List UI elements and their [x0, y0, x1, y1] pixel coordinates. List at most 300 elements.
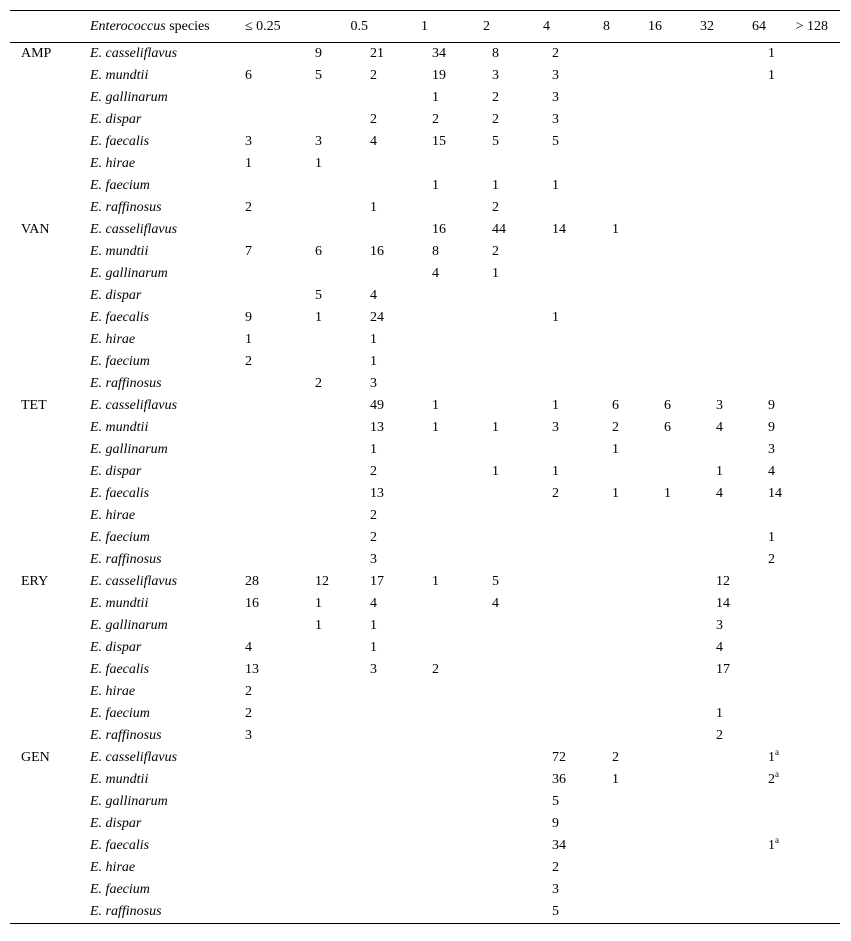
mic-count-value: 3 — [315, 134, 322, 149]
mic-count-cell — [664, 395, 716, 417]
mic-count-cell — [492, 153, 552, 175]
mic-count-cell — [716, 263, 768, 285]
mic-count-cell — [552, 747, 612, 769]
mic-count-cell — [315, 791, 370, 813]
species-name: E. casseliflavus — [90, 750, 178, 765]
mic-count-cell — [664, 87, 716, 109]
mic-count-cell — [768, 857, 840, 879]
mic-count-cell — [370, 219, 432, 241]
mic-count-cell — [370, 373, 432, 395]
mic-count-value: 5 — [492, 134, 499, 149]
mic-count-cell — [370, 329, 432, 351]
mic-count-value: 6 — [664, 420, 671, 435]
mic-count-cell — [664, 417, 716, 439]
mic-count-cell — [432, 571, 492, 593]
mic-count-cell — [664, 351, 716, 373]
mic-count-cell — [552, 329, 612, 351]
table-row — [10, 879, 840, 901]
mic-count-cell — [552, 703, 612, 725]
mic-count-cell — [315, 241, 370, 263]
mic-count-cell — [432, 901, 492, 924]
mic-count-cell — [245, 681, 315, 703]
mic-count-cell — [612, 703, 664, 725]
mic-count-value: 9 — [552, 816, 559, 831]
mic-count-value: 1 — [716, 464, 723, 479]
drug-cell — [10, 527, 90, 549]
mic-count-cell — [432, 527, 492, 549]
mic-count-value: 2 — [612, 750, 619, 765]
species-name: E. raffinosus — [90, 728, 162, 743]
mic-count-cell — [245, 131, 315, 153]
mic-count-cell — [492, 241, 552, 263]
mic-count-cell — [768, 395, 840, 417]
mic-count-cell — [245, 219, 315, 241]
mic-count-cell — [245, 659, 315, 681]
mic-count-cell — [612, 857, 664, 879]
drug-label: GEN — [21, 750, 50, 765]
mic-count-cell — [768, 439, 840, 461]
table-row — [10, 615, 840, 637]
mic-count-value: 4 — [716, 420, 723, 435]
mic-count-cell — [315, 43, 370, 66]
mic-count-value: 5 — [492, 574, 499, 589]
mic-count-cell — [768, 527, 840, 549]
species-name: E. dispar — [90, 816, 142, 831]
mic-count-value: 2 — [370, 530, 377, 545]
mic-count-cell — [552, 307, 612, 329]
mic-count-cell — [664, 65, 716, 87]
mic-count-value: 3 — [492, 68, 499, 83]
mic-count-value: 3 — [245, 728, 252, 743]
mic-count-cell — [245, 725, 315, 747]
mic-count-cell — [768, 725, 840, 747]
mic-count-value: 1 — [432, 178, 439, 193]
mic-count-cell — [664, 461, 716, 483]
mic-count-cell — [245, 263, 315, 285]
mic-count-cell — [315, 329, 370, 351]
mic-count-cell — [716, 681, 768, 703]
mic-count-cell — [315, 153, 370, 175]
mic-count-cell — [370, 417, 432, 439]
mic-count-cell — [245, 285, 315, 307]
mic-count-cell — [245, 637, 315, 659]
mic-count-cell — [716, 857, 768, 879]
table-row — [10, 153, 840, 175]
drug-cell — [10, 153, 90, 175]
mic-count-cell — [768, 835, 840, 857]
mic-count-value: 2 — [245, 684, 252, 699]
mic-count-cell — [370, 285, 432, 307]
mic-count-cell — [612, 791, 664, 813]
mic-count-cell — [432, 483, 492, 505]
mic-count-value: 3 — [370, 552, 377, 567]
mic-count-value: 2 — [492, 90, 499, 105]
mic-count-cell — [492, 197, 552, 219]
mic-count-value: 1 — [432, 574, 439, 589]
mic-count-cell — [245, 857, 315, 879]
mic-count-cell — [768, 65, 840, 87]
species-name: E. hirae — [90, 508, 136, 523]
mic-count-cell — [315, 571, 370, 593]
species-name: E. raffinosus — [90, 200, 162, 215]
mic-count-cell — [612, 615, 664, 637]
mic-count-value: 6 — [612, 398, 619, 413]
mic-count-cell — [432, 131, 492, 153]
table-row — [10, 439, 840, 461]
species-name: E. gallinarum — [90, 794, 168, 809]
mic-count-cell — [768, 879, 840, 901]
mic-count-cell — [612, 131, 664, 153]
mic-count-cell — [370, 813, 432, 835]
mic-count-cell — [716, 285, 768, 307]
mic-count-cell — [432, 395, 492, 417]
mic-count-cell — [768, 769, 840, 791]
mic-count-value: 2 — [552, 46, 559, 61]
mic-count-value: 9 — [315, 46, 322, 61]
mic-count-cell — [716, 703, 768, 725]
mic-count-cell — [612, 417, 664, 439]
drug-cell — [10, 329, 90, 351]
mic-count-cell — [245, 901, 315, 924]
mic-count-cell — [768, 351, 840, 373]
mic-count-value: 3 — [370, 662, 377, 677]
table-row — [10, 461, 840, 483]
drug-cell — [10, 879, 90, 901]
mic-count-cell — [552, 681, 612, 703]
mic-count-value: 2 — [552, 860, 559, 875]
table-row — [10, 901, 840, 924]
mic-count-cell — [768, 901, 840, 924]
mic-count-cell — [768, 791, 840, 813]
mic-count-cell — [664, 901, 716, 924]
mic-count-cell — [315, 65, 370, 87]
mic-count-cell — [492, 285, 552, 307]
mic-count-value: 9 — [768, 398, 775, 413]
mic-count-cell — [370, 439, 432, 461]
mic-count-cell — [664, 241, 716, 263]
mic-count-cell — [315, 175, 370, 197]
mic-count-cell — [716, 417, 768, 439]
mic-count-cell — [716, 813, 768, 835]
mic-count-cell — [552, 175, 612, 197]
mic-count-cell — [768, 813, 840, 835]
mic-count-value: 34 — [552, 838, 566, 853]
mic-count-cell — [245, 439, 315, 461]
mic-count-cell — [664, 549, 716, 571]
mic-count-cell — [716, 131, 768, 153]
mic-count-cell — [245, 307, 315, 329]
mic-count-cell — [552, 65, 612, 87]
mic-count-value: 3 — [552, 90, 559, 105]
mic-count-cell — [432, 219, 492, 241]
mic-count-cell — [315, 835, 370, 857]
mic-count-value: 2 — [492, 200, 499, 215]
table-row — [10, 681, 840, 703]
mic-count-cell — [492, 879, 552, 901]
mic-count-value: 13 — [245, 662, 259, 677]
mic-count-cell — [245, 813, 315, 835]
mic-count-cell — [492, 439, 552, 461]
species-name: E. faecalis — [90, 310, 150, 325]
mic-count-value: 1 — [245, 156, 252, 171]
drug-cell — [10, 769, 90, 791]
mic-count-cell — [432, 329, 492, 351]
mic-count-cell — [552, 527, 612, 549]
mic-count-cell — [612, 439, 664, 461]
mic-count-value: 21 — [370, 46, 384, 61]
mic-count-cell — [315, 725, 370, 747]
mic-count-value: 8 — [492, 46, 499, 61]
species-name: E. faecalis — [90, 662, 150, 677]
mic-count-cell — [432, 87, 492, 109]
mic-count-value: 2 — [552, 486, 559, 501]
drug-cell — [10, 901, 90, 924]
mic-count-cell — [768, 593, 840, 615]
mic-count-cell — [552, 813, 612, 835]
mic-count-cell — [492, 659, 552, 681]
mic-count-cell — [716, 505, 768, 527]
mic-count-cell — [768, 747, 840, 769]
mic-count-value: 19 — [432, 68, 446, 83]
mic-count-cell — [370, 87, 432, 109]
drug-cell — [10, 351, 90, 373]
table-row — [10, 857, 840, 879]
mic-count-cell — [245, 505, 315, 527]
mic-count-cell — [716, 87, 768, 109]
mic-count-cell — [492, 329, 552, 351]
mic-count-value: 34 — [432, 46, 446, 61]
mic-count-cell — [612, 879, 664, 901]
mic-count-value: 1 — [716, 706, 723, 721]
mic-count-cell — [664, 703, 716, 725]
drug-cell — [10, 131, 90, 153]
mic-count-cell — [612, 153, 664, 175]
mic-count-cell — [716, 395, 768, 417]
table-row — [10, 417, 840, 439]
mic-count-cell — [664, 725, 716, 747]
mic-count-cell — [315, 131, 370, 153]
mic-count-cell — [664, 857, 716, 879]
mic-count-value: 1 — [612, 222, 619, 237]
mic-count-cell — [768, 109, 840, 131]
mic-count-value: 3 — [716, 398, 723, 413]
mic-count-cell — [612, 263, 664, 285]
mic-count-value: 1 — [492, 266, 499, 281]
mic-count-cell — [552, 285, 612, 307]
mic-count-cell — [664, 527, 716, 549]
table-row — [10, 747, 840, 769]
mic-count-cell — [768, 175, 840, 197]
species-name: E. mundtii — [90, 772, 149, 787]
mic-count-value: 1 — [370, 200, 377, 215]
mic-count-cell — [612, 109, 664, 131]
mic-count-value: 5 — [315, 68, 322, 83]
mic-count-value: 44 — [492, 222, 506, 237]
mic-count-cell — [432, 373, 492, 395]
mic-count-cell — [552, 197, 612, 219]
mic-count-cell — [370, 549, 432, 571]
drug-label: ERY — [21, 574, 49, 589]
mic-count-cell — [432, 747, 492, 769]
table-row — [10, 703, 840, 725]
mic-count-cell — [716, 175, 768, 197]
mic-count-cell — [492, 835, 552, 857]
mic-count-value: 2 — [370, 112, 377, 127]
mic-count-cell — [716, 527, 768, 549]
mic-count-cell — [552, 219, 612, 241]
mic-count-cell — [370, 681, 432, 703]
mic-count-cell — [370, 109, 432, 131]
table-row — [10, 527, 840, 549]
mic-count-cell — [432, 417, 492, 439]
mic-count-value: 1 — [552, 310, 559, 325]
mic-count-value: 2 — [768, 772, 775, 787]
mic-count-cell — [612, 725, 664, 747]
mic-count-value: 2 — [370, 508, 377, 523]
mic-count-cell — [315, 703, 370, 725]
mic-count-cell — [492, 637, 552, 659]
species-name: E. mundtii — [90, 596, 149, 611]
table-header-row — [10, 11, 840, 43]
table-row — [10, 175, 840, 197]
header-mic-8: 64 — [716, 11, 768, 43]
mic-count-cell — [245, 43, 315, 66]
mic-count-cell — [245, 835, 315, 857]
mic-count-cell — [552, 571, 612, 593]
mic-count-cell — [552, 417, 612, 439]
mic-count-cell — [612, 747, 664, 769]
mic-count-cell — [492, 901, 552, 924]
species-name: E. mundtii — [90, 244, 149, 259]
mic-count-cell — [492, 857, 552, 879]
table-row — [10, 285, 840, 307]
mic-count-value: 2 — [432, 112, 439, 127]
mic-count-cell — [716, 483, 768, 505]
mic-count-cell — [612, 395, 664, 417]
mic-count-cell — [716, 571, 768, 593]
header-mic-6: 16 — [612, 11, 664, 43]
mic-count-cell — [552, 483, 612, 505]
mic-count-cell — [552, 901, 612, 924]
species-name: E. faecium — [90, 178, 150, 193]
mic-count-cell — [612, 593, 664, 615]
mic-count-cell — [370, 175, 432, 197]
mic-count-cell — [432, 65, 492, 87]
mic-count-cell — [768, 615, 840, 637]
mic-count-value: 1 — [552, 398, 559, 413]
mic-count-cell — [432, 197, 492, 219]
mic-count-cell — [768, 681, 840, 703]
species-name: E. faecium — [90, 354, 150, 369]
mic-count-cell — [370, 505, 432, 527]
mic-count-value: 5 — [552, 904, 559, 919]
species-name: E. hirae — [90, 156, 136, 171]
mic-count-cell — [370, 615, 432, 637]
species-name: E. faecium — [90, 882, 150, 897]
mic-count-cell — [664, 747, 716, 769]
drug-cell — [10, 241, 90, 263]
mic-count-cell — [432, 109, 492, 131]
mic-count-cell — [716, 351, 768, 373]
mic-count-cell — [315, 87, 370, 109]
mic-count-cell — [664, 681, 716, 703]
mic-count-cell — [370, 197, 432, 219]
mic-count-cell — [370, 879, 432, 901]
mic-count-cell — [552, 131, 612, 153]
mic-count-cell — [664, 373, 716, 395]
mic-count-cell — [664, 197, 716, 219]
species-name: E. casseliflavus — [90, 574, 178, 589]
mic-count-cell — [612, 241, 664, 263]
mic-count-cell — [245, 329, 315, 351]
mic-count-cell — [716, 791, 768, 813]
mic-count-value: 3 — [370, 376, 377, 391]
mic-count-cell — [370, 659, 432, 681]
mic-count-cell — [492, 43, 552, 66]
mic-count-cell — [432, 175, 492, 197]
mic-count-cell — [768, 329, 840, 351]
mic-count-cell — [370, 769, 432, 791]
mic-count-cell — [432, 879, 492, 901]
mic-count-cell — [492, 461, 552, 483]
mic-count-cell — [370, 461, 432, 483]
mic-count-value: 3 — [768, 442, 775, 457]
species-name: E. dispar — [90, 640, 142, 655]
mic-count-value: 2 — [245, 354, 252, 369]
drug-cell — [10, 461, 90, 483]
mic-count-cell — [245, 65, 315, 87]
mic-count-cell — [612, 351, 664, 373]
species-name: E. raffinosus — [90, 552, 162, 567]
mic-count-cell — [245, 747, 315, 769]
mic-count-cell — [370, 153, 432, 175]
mic-count-cell — [315, 813, 370, 835]
mic-count-value: 1 — [315, 596, 322, 611]
species-name: E. faecalis — [90, 134, 150, 149]
mic-count-value: 1 — [612, 442, 619, 457]
mic-count-cell — [664, 813, 716, 835]
header-species-cell — [90, 11, 245, 43]
species-name: E. raffinosus — [90, 376, 162, 391]
mic-count-cell — [612, 835, 664, 857]
mic-count-cell — [432, 307, 492, 329]
mic-count-cell — [768, 703, 840, 725]
mic-count-value: 16 — [245, 596, 259, 611]
species-name: E. mundtii — [90, 68, 149, 83]
mic-count-cell — [612, 505, 664, 527]
mic-count-cell — [432, 43, 492, 66]
mic-count-value: 2 — [370, 68, 377, 83]
table-row — [10, 483, 840, 505]
species-name: E. hirae — [90, 332, 136, 347]
mic-count-value: 1 — [315, 156, 322, 171]
drug-cell — [10, 659, 90, 681]
mic-count-cell — [492, 571, 552, 593]
drug-cell — [10, 373, 90, 395]
species-name: E. faecalis — [90, 486, 150, 501]
table-row — [10, 769, 840, 791]
mic-count-cell — [370, 131, 432, 153]
species-name: E. gallinarum — [90, 266, 168, 281]
mic-count-cell — [315, 637, 370, 659]
mic-count-cell — [315, 747, 370, 769]
mic-count-cell — [492, 725, 552, 747]
mic-count-value: 17 — [716, 662, 730, 677]
table-row — [10, 373, 840, 395]
mic-count-cell — [492, 593, 552, 615]
header-drug-cell — [10, 11, 90, 43]
mic-count-value: 2 — [612, 420, 619, 435]
